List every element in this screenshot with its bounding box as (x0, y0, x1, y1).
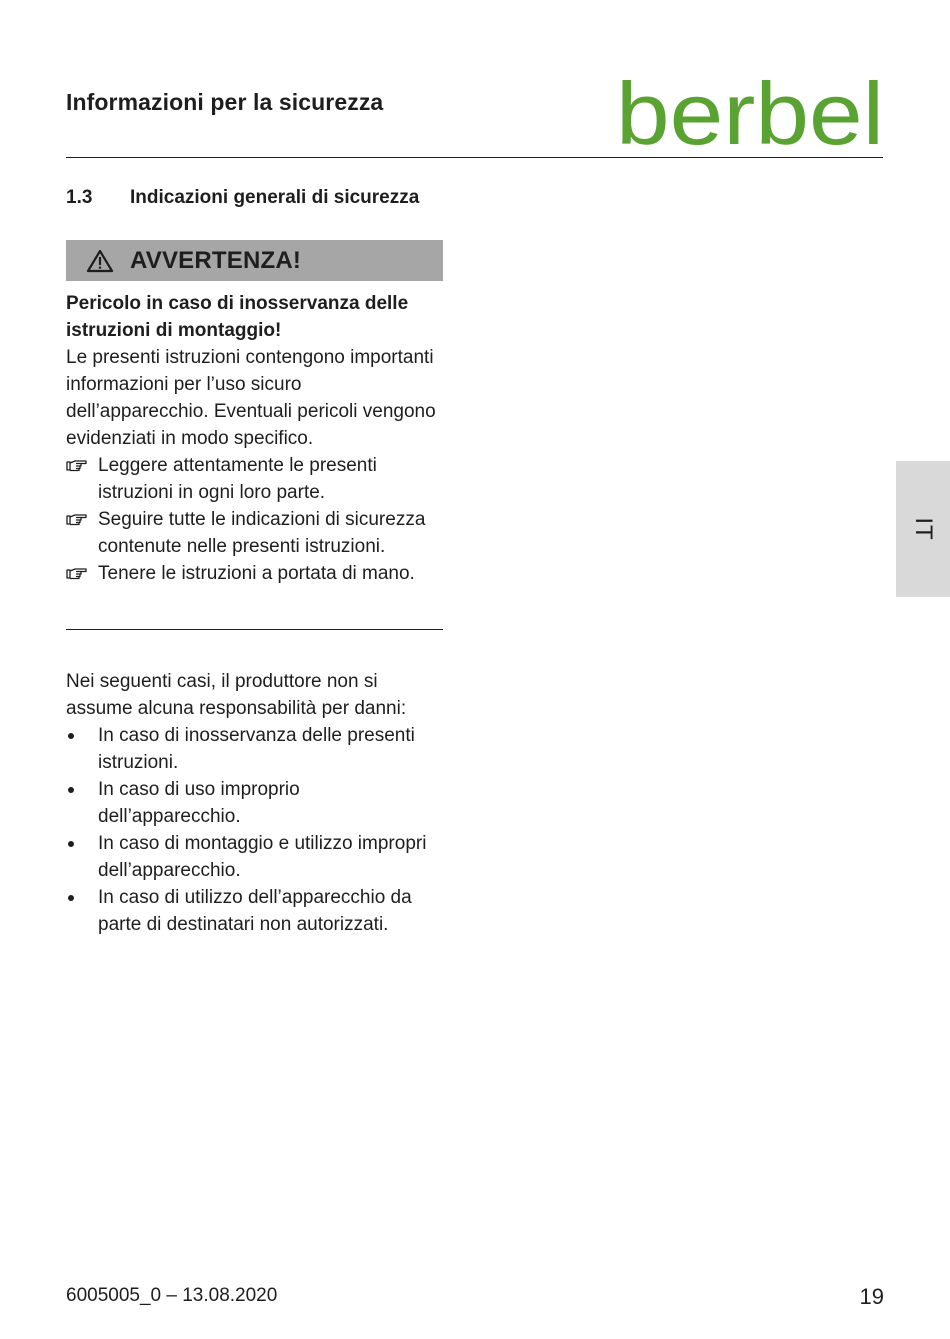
list-item (66, 830, 446, 884)
language-tab (896, 461, 950, 597)
bullet-icon (68, 895, 74, 901)
list-item-text: Leggere attentamente le presenti istruzioni in ogni loro parte. (98, 455, 377, 503)
warning-banner (66, 240, 443, 281)
bullet-icon (68, 733, 74, 739)
list-item-text: In caso di montaggio e utilizzo impropri dell’apparecchio. (98, 833, 427, 881)
section-heading (66, 187, 419, 209)
pointing-hand-icon (66, 458, 88, 472)
liability-intro: Nei seguenti casi, il produttore non si assume alcuna responsabilità per danni: (66, 671, 407, 719)
list-item (66, 722, 446, 776)
pointing-hand-icon (66, 512, 88, 526)
section-number: 1.3 (66, 187, 93, 208)
warning-triangle-icon (86, 249, 114, 273)
list-item-text: In caso di uso improprio dell’apparecchio. (98, 779, 300, 827)
warning-label: AVVERTENZA! (130, 246, 302, 274)
bullet-icon (68, 787, 74, 793)
berbel-logo (616, 78, 886, 152)
document-code: 6005005_0 – 13.08.2020 (66, 1285, 278, 1306)
page-header-title: Informazioni per la sicurezza (66, 89, 384, 115)
warning-content (66, 290, 446, 587)
list-item (66, 506, 446, 560)
page-number: 19 (859, 1284, 884, 1309)
warning-body: Le presenti istruzioni contengono importanti informazioni per l’uso sicuro dell’apparecchio. Eventuali pericoli vengono evidenziati in modo specifico. (66, 347, 436, 449)
header-divider (66, 157, 883, 158)
liability-list (66, 722, 446, 938)
list-item (66, 776, 446, 830)
warning-heading: Pericolo in caso di inosservanza delle istruzioni di montaggio! (66, 293, 409, 341)
pointing-hand-icon (66, 566, 88, 580)
bullet-icon (68, 841, 74, 847)
list-item (66, 884, 446, 938)
list-item-text: In caso di utilizzo dell’apparecchio da parte di destinatari non autorizzati. (98, 887, 412, 935)
list-item (66, 560, 446, 587)
language-label: IT (910, 517, 937, 541)
list-item-text: In caso di inosservanza delle presenti istruzioni. (98, 725, 415, 773)
list-item-text: Seguire tutte le indicazioni di sicurezza contenute nelle presenti istruzioni. (98, 509, 426, 557)
warning-divider (66, 629, 443, 630)
svg-text:berbel: berbel (616, 78, 884, 152)
liability-section (66, 668, 446, 938)
instruction-list (66, 452, 446, 587)
list-item-text: Tenere le istruzioni a portata di mano. (98, 563, 415, 584)
list-item (66, 452, 446, 506)
section-title: Indicazioni generali di sicurezza (130, 187, 420, 208)
